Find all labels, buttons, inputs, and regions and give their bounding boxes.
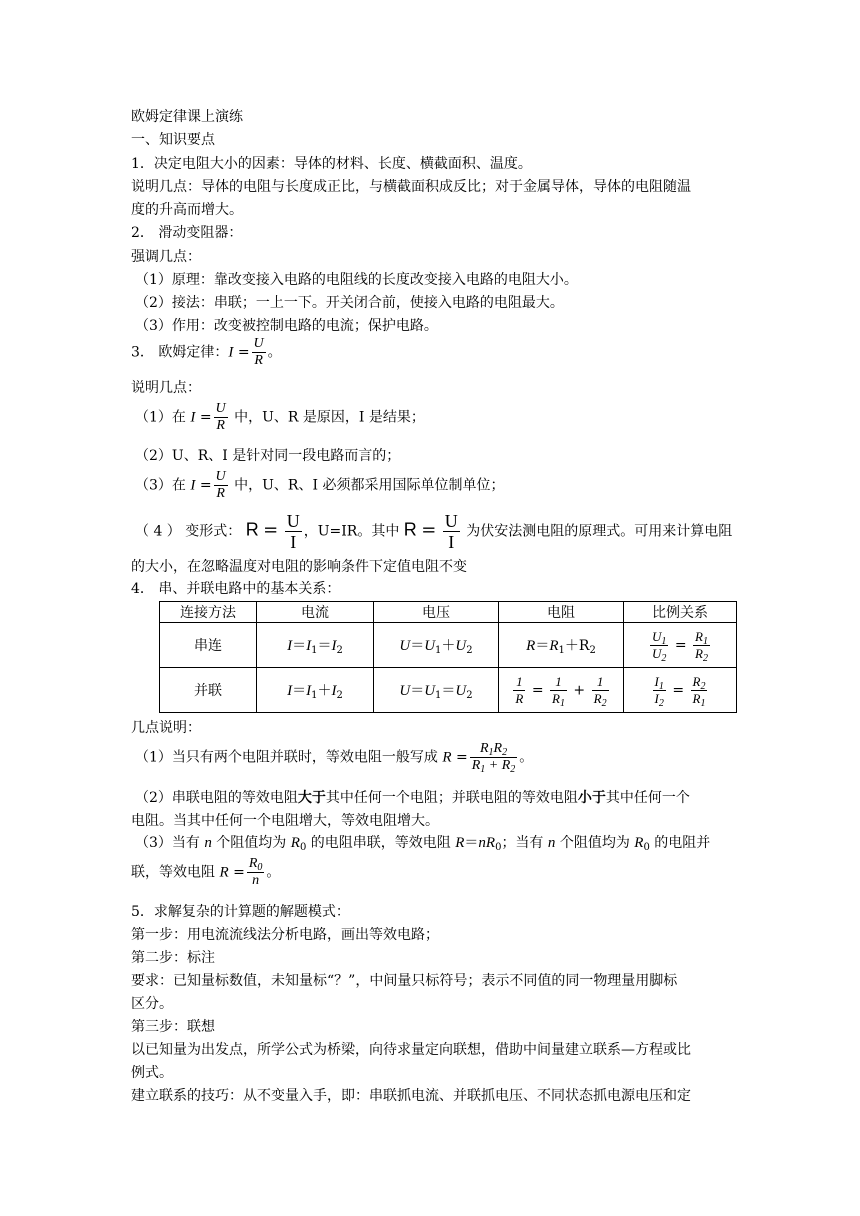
point-2-emphasis: 强调几点： [131,249,201,265]
table-header: 电阻 [499,602,624,623]
table-header: 比例关系 [624,602,737,623]
step-2-requirement-line2: 区分。 [131,996,173,1012]
formula-u-over-r: $\frac{U}{R}$ [215,469,226,501]
doc-title: 欧姆定律课上演练 [131,109,243,125]
row-label-parallel: 并联 [160,668,257,713]
point-2-item-3: （3）作用：改变被控制电路的电流；保护电路。 [135,318,438,334]
point-3-item-3: （3）在 I = $\frac{U}{R}$ 中，U、R、I 必须都采用国际单位制单位； [135,469,505,501]
step-2-requirement-line1: 要求：已知量标数值，未知量标“？”，中间量只标符号；表示不同值的同一物理量用脚标 [131,973,678,989]
note-3-line2: 联，等效电阻 R = $\frac{R_0}{n}$ 。 [131,856,281,888]
formula-u-over-r: $\frac{U}{R}$ [215,401,226,433]
step-3-line2: 例式。 [131,1065,173,1081]
row-label-series: 串连 [160,623,257,668]
note-1: （1）当只有两个电阻并联时，等效电阻一般写成 R = $\frac{R_1R_2}{R_1 + R_2}$ 。 [135,741,534,775]
point-3-ohms-law: 3． 欧姆定律：I = $\frac{U}{R}$ 。 [131,336,282,368]
point-1: 1．决定电阻大小的因素：导体的材料、长度、横截面积、温度。 [131,156,532,172]
point-3-item-4-cont: 的大小，在忽略温度对电阻的影响条件下定值电阻不变 [131,559,467,575]
table-header: 连接方法 [160,602,257,623]
formula-r0-over-n: $\frac{R_0}{n}$ [248,856,263,888]
table-row-series [160,623,737,668]
formula-u-over-i: $\frac{U}{I}$ [444,511,458,552]
step-1: 第一步：用电流流线法分析电路，画出等效电路； [131,927,439,943]
parallel-resistance: $\frac{1}{R}$ = $\frac{1}{R_1}$ + $\frac{1}{R_2}$ [499,668,624,713]
note-3-line1: （3）当有 n 个阻值均为 $R_0$ 的电阻串联，等效电阻 $R=nR_0$；当有 n 个阻值均为 $R_0$ 的电阻并 [135,835,711,853]
formula-u-over-i: $\frac{U}{I}$ [286,511,300,552]
point-4: 4． 串、并联电路中的基本关系： [131,581,341,597]
point-3-item-1: （1）在 I = $\frac{U}{R}$ 中，U、R 是原因，I 是结果； [135,401,425,433]
series-resistance: $R=R_1+R_2$ [499,623,624,668]
formula-u-over-r: $\frac{U}{R}$ [253,336,264,368]
circuit-relations-table [159,601,737,713]
table-header: 电流 [257,602,374,623]
note-2-line1: （2）串联电阻的等效电阻大于其中任何一个电阻；并联电阻的等效电阻小于其中任何一个 [135,790,690,806]
formula-parallel-equivalent: $\frac{R_1R_2}{R_1 + R_2}$ [471,741,516,775]
step-3-tip: 建立联系的技巧：从不变量入手，即：串联抓电流、并联抓电压、不同状态抓电源电压和定 [131,1088,691,1104]
point-3-note: 说明几点： [131,380,201,396]
point-2-item-2: （2）接法：串联；一上一下。开关闭合前，使接入电路的电阻最大。 [135,295,564,311]
parallel-current: $I=I_1+I_2$ [257,668,374,713]
series-current: $I=I_1=I_2$ [257,623,374,668]
point-1-note-line2: 度的升高而增大。 [131,202,243,218]
table-header: 电压 [374,602,499,623]
step-3: 第三步：联想 [131,1019,215,1035]
point-3-item-4: （ 4 ） 变形式： R = $\frac{U}{I}$ ，U=IR。其中 R = $\frac{U}{I}$ 为伏安法测电阻的原理式。可用来计算电阻 [135,511,733,552]
notes-title: 几点说明： [131,720,201,736]
section-heading: 一、知识要点 [131,132,215,148]
point-5: 5．求解复杂的计算题的解题模式： [131,904,350,920]
point-3-item-2: （2）U、R、I 是针对同一段电路而言的； [135,448,401,464]
table-row-parallel [160,668,737,713]
parallel-voltage: $U=U_1=U_2$ [374,668,499,713]
series-ratio: $\frac{U_1}{U_2}$ = $\frac{R_1}{R_2}$ [624,623,737,668]
point-2-item-1: （1）原理：靠改变接入电路的电阻线的长度改变接入电路的电阻大小。 [135,272,578,288]
note-2-line2: 电阻。当其中任何一个电阻增大，等效电阻增大。 [131,813,439,829]
parallel-ratio: $\frac{I_1}{I_2}$ = $\frac{R_2}{R_1}$ [624,668,737,713]
point-2: 2． 滑动变阻器： [131,225,243,241]
step-2: 第二步：标注 [131,950,215,966]
series-voltage: $U=U_1+U_2$ [374,623,499,668]
point-1-note-line1: 说明几点：导体的电阻与长度成正比，与横截面积成反比；对于金属导体，导体的电阻随温 [131,179,691,195]
table-header-row [160,602,737,623]
step-3-line1: 以已知量为出发点，所学公式为桥梁，向待求量定向联想，借助中间量建立联系—方程或比 [131,1042,691,1058]
